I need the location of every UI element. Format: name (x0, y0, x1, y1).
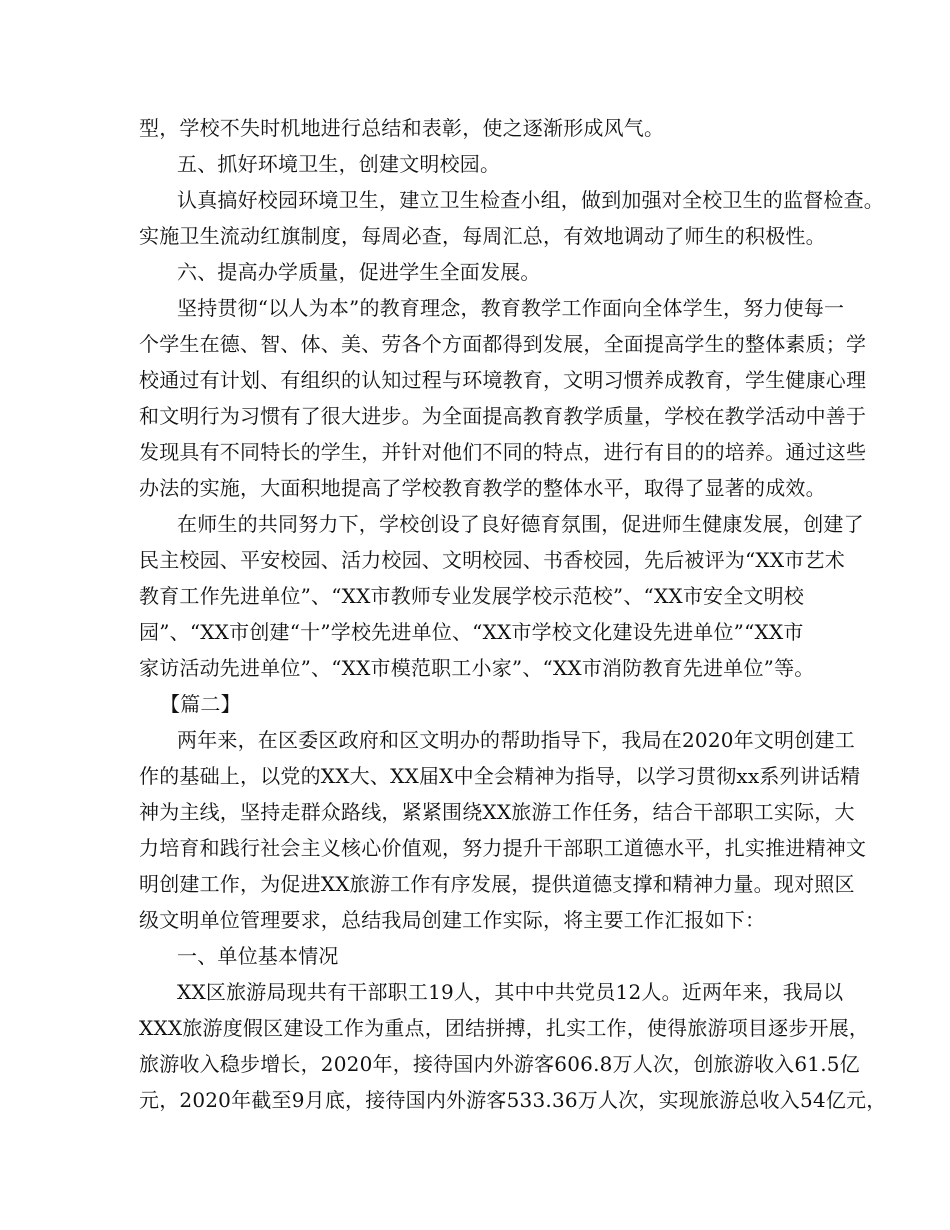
text-line: 旅游收入稳步增长，2020年，接待国内外游客606.8万人次，创旅游收入61.5亿 (139, 1052, 860, 1076)
text-line: 两年来，在区委区政府和区文明办的帮助指导下，我局在2020年文明创建工 (177, 728, 855, 752)
section-heading: 五、抓好环境卫生，创建文明校园。 (177, 152, 501, 176)
text-line: 校通过有计划、有组织的认知过程与环境教育，文明习惯养成教育，学生健康心理 (139, 368, 867, 392)
text-line: 坚持贯彻“以人为本”的教育理念，教育教学工作面向全体学生，努力使每一 (177, 296, 845, 320)
text-line: 民主校园、平安校园、活力校园、文明校园、书香校园，先后被评为“XX市艺术 (139, 548, 845, 572)
text-line: 型，学校不失时机地进行总结和表彰，使之逐渐形成风气。 (139, 116, 665, 140)
section-heading: 六、提高办学质量，促进学生全面发展。 (177, 260, 541, 284)
text-line: 办法的实施，大面积地提高了学校教育教学的整体水平，取得了显著的成效。 (139, 476, 826, 500)
text-line: 和文明行为习惯有了很大进步。为全面提高教育教学质量，学校在教学活动中善于 (139, 404, 867, 428)
part-heading: 【篇二】 (160, 692, 241, 716)
text-line: 作的基础上，以党的XX大、XX届X中全会精神为指导，以学习贯彻xx系列讲话精 (139, 764, 861, 788)
text-line: XX区旅游局现共有干部职工19人，其中中共党员12人。近两年来，我局以 (177, 980, 844, 1004)
text-line: XXX旅游度假区建设工作为重点，团结拼搏，扎实工作，使得旅游项目逐步开展， (139, 1016, 870, 1040)
text-line: 认真搞好校园环境卫生，建立卫生检查小组，做到加强对全校卫生的监督检查。 (177, 188, 884, 212)
text-line: 园”、“XX市创建“十”学校先进单位、“XX市学校文化建设先进单位”“XX市 (139, 620, 804, 644)
text-line: 实施卫生流动红旗制度，每周必查，每周汇总，有效地调动了师生的积极性。 (139, 224, 826, 248)
text-line: 力培育和践行社会主义核心价值观，努力提升干部职工道德水平，扎实推进精神文 (139, 836, 867, 860)
text-line: 发现具有不同特长的学生，并针对他们不同的特点，进行有目的的培养。通过这些 (139, 440, 867, 464)
text-line: 教育工作先进单位”、“XX市教师专业发展学校示范校”、“XX市安全文明校 (139, 584, 805, 608)
text-line: 在师生的共同努力下，学校创设了良好德育氛围，促进师生健康发展，创建了 (177, 512, 864, 536)
section-heading: 一、单位基本情况 (177, 944, 339, 968)
text-line: 神为主线，坚持走群众路线，紧紧围绕XX旅游工作任务，结合干部职工实际，大 (139, 800, 855, 824)
text-line: 级文明单位管理要求，总结我局创建工作实际，将主要工作汇报如下： (139, 908, 766, 932)
text-line: 个学生在德、智、体、美、劳各个方面都得到发展，全面提高学生的整体素质；学 (139, 332, 867, 356)
text-line: 元，2020年截至9月底，接待国内外游客533.36万人次，实现旅游总收入54亿元， (139, 1088, 887, 1112)
text-line: 明创建工作，为促进XX旅游工作有序发展，提供道德支撑和精神力量。现对照区 (139, 872, 855, 896)
text-line: 家访活动先进单位”、“XX市模范职工小家”、“XX市消防教育先进单位”等。 (139, 656, 815, 680)
